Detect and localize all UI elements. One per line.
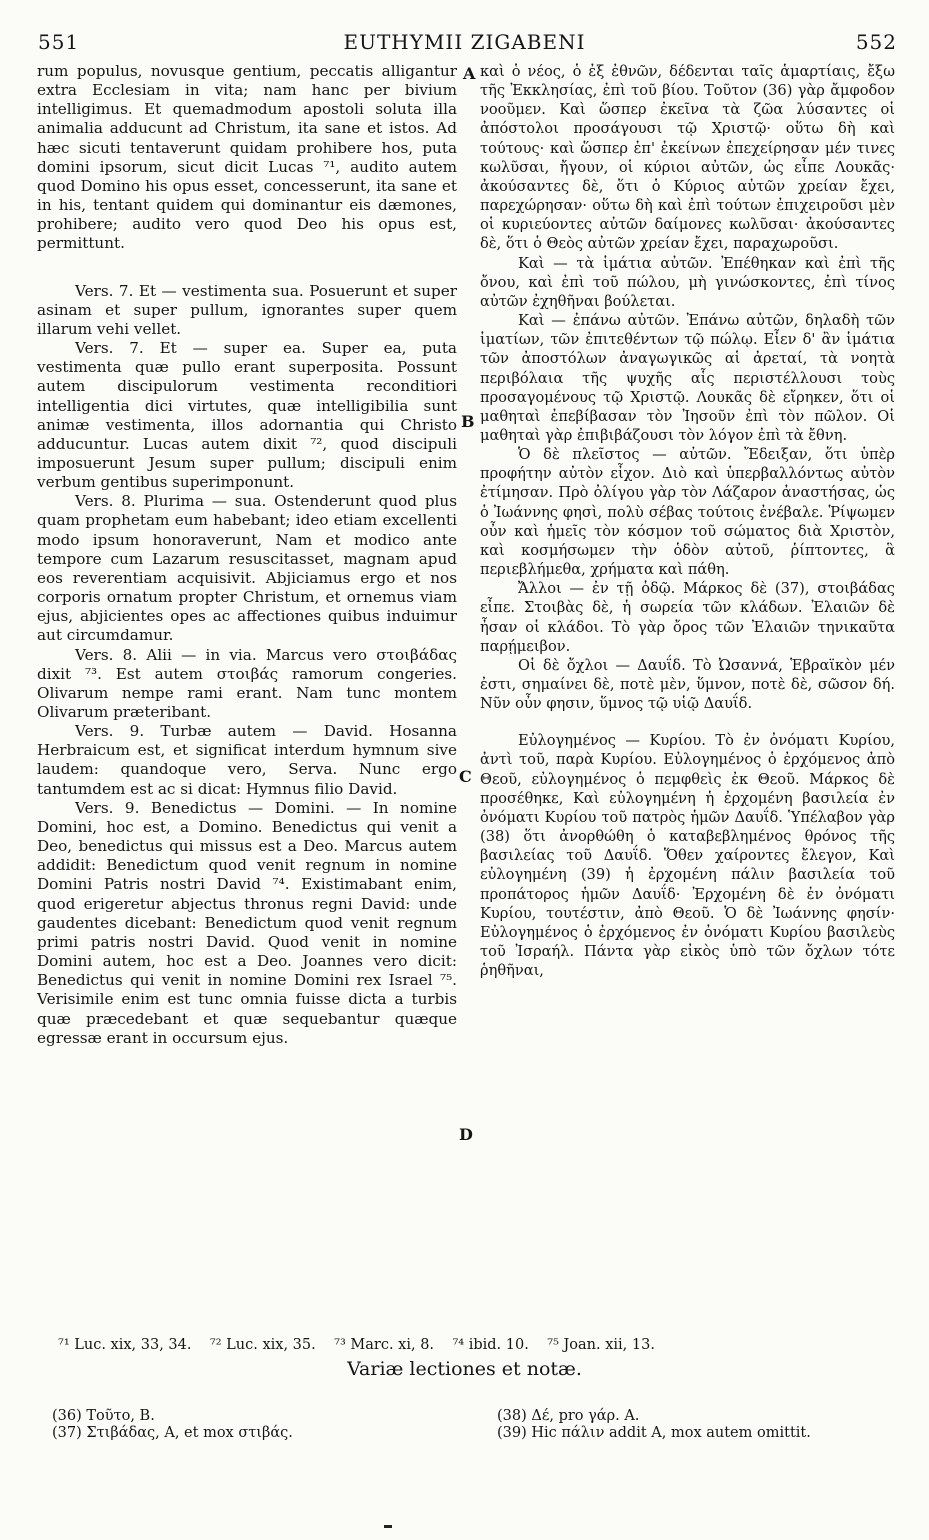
latin-paragraph: Vers. 7. Et — super ea. Super ea, puta vestimenta quæ pullo erant superposita. Possunt autem discipulorum vestimenta reconditiori intelligentia dici virtutes, quæ intelligibilia sunt animæ vestimenta, illos adornantia qui Christo adducuntur. Lucas autem dixit ⁷², quod discipuli imposuerunt Jesum super pullum; discipuli enim verbum gentibus superimponunt.	[37, 339, 457, 492]
greek-paragraph: Καὶ — τὰ ἱμάτια αὐτῶν. Ἐπέθηκαν καὶ ἐπὶ τῆς ὄνου, καὶ ἐπὶ τοῦ πώλου, μὴ γινώσκοντες, ἐπὶ τίνος αὐτῶν ἐχηθῆναι βούλεται.	[480, 254, 895, 310]
footnotes: ⁷¹ Luc. xix, 33, 34. ⁷² Luc. xix, 35. ⁷³ Marc. xi, 8. ⁷⁴ ibid. 10. ⁷⁵ Joan. xii, 13.	[58, 1337, 655, 1353]
running-title: EUTHYMII ZIGABENI	[343, 30, 586, 54]
latin-paragraph: Vers. 7. Et — vestimenta sua. Posuerunt et super asinam et super pullum, ignorantes super quem illarum vehi vellet.	[37, 281, 457, 338]
page-number-left: 551	[38, 30, 80, 54]
latin-paragraph: Vers. 9. Turbæ autem — David. Hosanna Herbraicum est, et significat interdum hymnum sive laudem: quandoque vero, Serva. Nunc ergo tantumdem est ac si dicat: Hymnus filio David.	[37, 722, 457, 798]
page-number-right: 552	[855, 30, 897, 54]
greek-paragraph: Ὁ δὲ πλεῖστος — αὐτῶν. Ἔδειξαν, ὅτι ὑπὲρ προφήτην αὐτὸν εἶχον. Διὸ καὶ ὑπερβαλλόντως αὐτὸν ἐτίμησαν. Πρὸ ὀλίγου γὰρ τὸν Λάζαρον ἀναστήσας, ὡς ὁ Ἰωάννης φησὶ, πολὺ σέβας τούτοις ἐνέβαλε. Ῥίψωμεν οὖν καὶ ἡμεῖς τὸν κόσμον τοῦ σώματος διὰ Χριστὸν, καὶ κοσμήσωμεν τὴν ὁδὸν αὐτοῦ, ῥίπτοντες, ἃ περιεβλήμεθα, χρήματα καὶ πάθη.	[480, 446, 895, 579]
margin-letter-c: C	[459, 767, 472, 786]
latin-paragraph: Vers. 8. Alii — in via. Marcus vero στοιβάδας dixit ⁷³. Est autem στοιβάς ramorum congeries. Olivarum nempe rami erant. Nam tunc montem Olivarum præteribant.	[37, 645, 457, 721]
variae-right-column	[497, 1408, 811, 1442]
latin-paragraph: Vers. 8. Plurima — sua. Ostenderunt quod plus quam prophetam eum habebant; ideo etiam excellenti modo ipsum honoraverunt, Nam et modico ante tempore cum Lazarum resuscitasset, magnam apud eos reverentiam acquisivit. Abjiciamus ergo et nos corporis ornatum propter Christum, et ornemus viam ejus, abjicientes opes ac affectiones quibus induimur aut circumdamur.	[37, 492, 457, 645]
variant-note: (37) Στιβάδας, A, et mox στιβάς.	[52, 1425, 293, 1441]
latin-paragraph: rum populus, novusque gentium, peccatis alligantur extra Ecclesiam in vita; nam hanc per bivium intelligimus. Et quemadmodum apostoli soluta illa animalia adducunt ad Christum, ita sane et istos. Ad hæc sicuti tentaverunt quidam prohibere hos, puta domini ipsorum, sicut dicit Lucas ⁷¹, audito autem quod Domino his opus esset, concesserunt, ita sane et in his, tentant quidem qui dominantur eis dæmones, prohibere; audito vero quod Deo his opus est, permittunt.	[37, 62, 457, 253]
variae-left-column	[52, 1408, 293, 1442]
margin-letter-d: D	[459, 1125, 473, 1144]
margin-letter-a: A	[463, 64, 476, 83]
variant-note: (36) Τοῦτο, B.	[52, 1408, 155, 1424]
variant-note: (38) Δέ, pro γάρ. A.	[497, 1408, 640, 1424]
variant-note: (39) Hic πάλιν addit A, mox autem omittit.	[497, 1425, 811, 1441]
greek-paragraph: Οἱ δὲ ὄχλοι — Δαυΐδ. Τὸ Ὠσαννά, Ἑβραϊκὸν μέν ἐστι, σημαίνει δὲ, ποτὲ μὲν, ὕμνον, ποτὲ δὲ, σῶσον δή. Νῦν οὖν φησιν, ὕμνος τῷ υἱῷ Δαυΐδ.	[480, 656, 895, 713]
greek-column	[480, 62, 895, 980]
greek-paragraph: καὶ ὁ νέος, ὁ ἐξ ἐθνῶν, δέδενται ταῖς ἁμαρτίαις, ἔξω τῆς Ἐκκλησίας, ἐπὶ τοῦ βίου. Τοῦτον (36) γὰρ ἄμφοδον νοοῦμεν. Καὶ ὥσπερ ἐκεῖνα τὰ ζῶα λύσαντες οἱ ἀπόστολοι προσάγουσι τῷ Χριστῷ· οὕτω δὴ καὶ τούτους· καὶ ὥσπερ ἐπ' ἐκείνων ἐπεχείρησαν μέν τινες κωλῦσαι, ἤγουν, οἱ κύριοι αὐτῶν, ὡς εἶπε Λουκᾶς· ἀκούσαντες δὲ, ὅτι ὁ Κύριος αὐτῶν χρείαν ἔχει, παρεχώρησαν· οὕτω δὴ καὶ ἐπὶ τούτων ἐπιχειροῦσι μὲν οἱ κυριεύοντες αὐτῶν δαίμονες κωλῦσαι· ἀκούσαντες δὲ, ὅτι ὁ Θεὸς αὐτῶν χρείαν ἔχει, παραχωροῦσι.	[480, 63, 895, 253]
latin-column	[37, 62, 457, 1048]
page-mark	[384, 1525, 392, 1528]
variae-lectiones-heading: Variæ lectiones et notæ.	[347, 1358, 582, 1380]
latin-paragraph: Vers. 9. Benedictus — Domini. — In nomine Domini, hoc est, a Domino. Benedictus qui venit a Deo, benedictus qui missus est a Deo. Marcus autem addidit: Benedictum quod venit regnum in nomine Domini Patris nostri David ⁷⁴. Existimabant enim, quod erigeretur abjectus thronus regni David: unde gaudentes dicebant: Benedictum quod venit regnum primi patris nostri David. Quod venit in nomine Domini autem, hoc est a Deo. Joannes vero dicit: Benedictus qui venit in nomine Domini rex Israel ⁷⁵. Verisimile enim est tunc omnia fuisse dicta a turbis quæ præcedebant et quæ sequebantur quæque egressæ erant in occursum ejus.	[37, 798, 457, 1047]
greek-paragraph: Ἄλλοι — ἐν τῇ ὁδῷ. Μάρκος δὲ (37), στοιβάδας εἶπε. Στοιβὰς δὲ, ἡ σωρεία τῶν κλάδων. Ἐλαιῶν δὲ ἦσαν οἱ κλάδοι. Τὸ γὰρ ὄρος τῶν Ἐλαιῶν τηνικαῦτα παρῄμειβον.	[480, 580, 895, 655]
margin-letter-b: B	[461, 412, 475, 431]
greek-paragraph: Καὶ — ἐπάνω αὐτῶν. Ἐπάνω αὐτῶν, δηλαδὴ τῶν ἱματίων, τῶν ἐπιτεθέντων τῷ πώλῳ. Εἶεν δ' ἂν ἱμάτια τῶν ἀποστόλων ἀναγωγικῶς αἱ ἀρεταί, τὰ νοητὰ περιβόλαια τῆς ψυχῆς αἷς περιστέλλουσι τοὺς προσαγομένους τῷ Χριστῷ. Λουκᾶς δὲ εἴρηκεν, ὅτι οἱ μαθηταὶ ἐπεβίβασαν τὸν Ἰησοῦν ἐπὶ τὸν πῶλον. Οἱ μαθηταὶ γὰρ ἐπιβιβάζουσι τὸν λόγον ἐπὶ τὰ ἔθνη.	[480, 312, 895, 444]
greek-paragraph: Εὐλογημένος — Κυρίου. Τὸ ἐν ὀνόματι Κυρίου, ἀντὶ τοῦ, παρὰ Κυρίου. Εὐλογημένος ὁ ἐρχόμενος ἀπὸ Θεοῦ, εὐλογημένος ὁ πεμφθεὶς ἐκ Θεοῦ. Μάρκος δὲ προσέθηκε, Καὶ εὐλογημένη ἡ ἐρχομένη βασιλεία ἐν ὀνόματι Κυρίου τοῦ πατρὸς ἡμῶν Δαυΐδ. Ὑπέλαβον γὰρ (38) ὅτι ἀνορθώθη ὁ καταβεβλημένος θρόνος τῆς βασιλείας τοῦ Δαυΐδ. Ὅθεν χαίροντες ἔλεγον, Καὶ εὐλογημένη (39) ἡ ἐρχομένη πάλιν βασιλεία τοῦ προπάτορος ἡμῶν Δαυΐδ· Ἐρχομένη δὲ ἐν ὀνόματι Κυρίου, τουτέστιν, ἀπὸ Θεοῦ. Ὁ δὲ Ἰωάννης φησίν· Εὐλογημένος ὁ ἐρχόμενος ἐν ὀνόματι Κυρίου βασιλεὺς τοῦ Ἰσραήλ. Πάντα γὰρ εἰκὸς ὑπὸ τῶν ὄχλων τότε ῥηθῆναι,	[480, 732, 895, 980]
